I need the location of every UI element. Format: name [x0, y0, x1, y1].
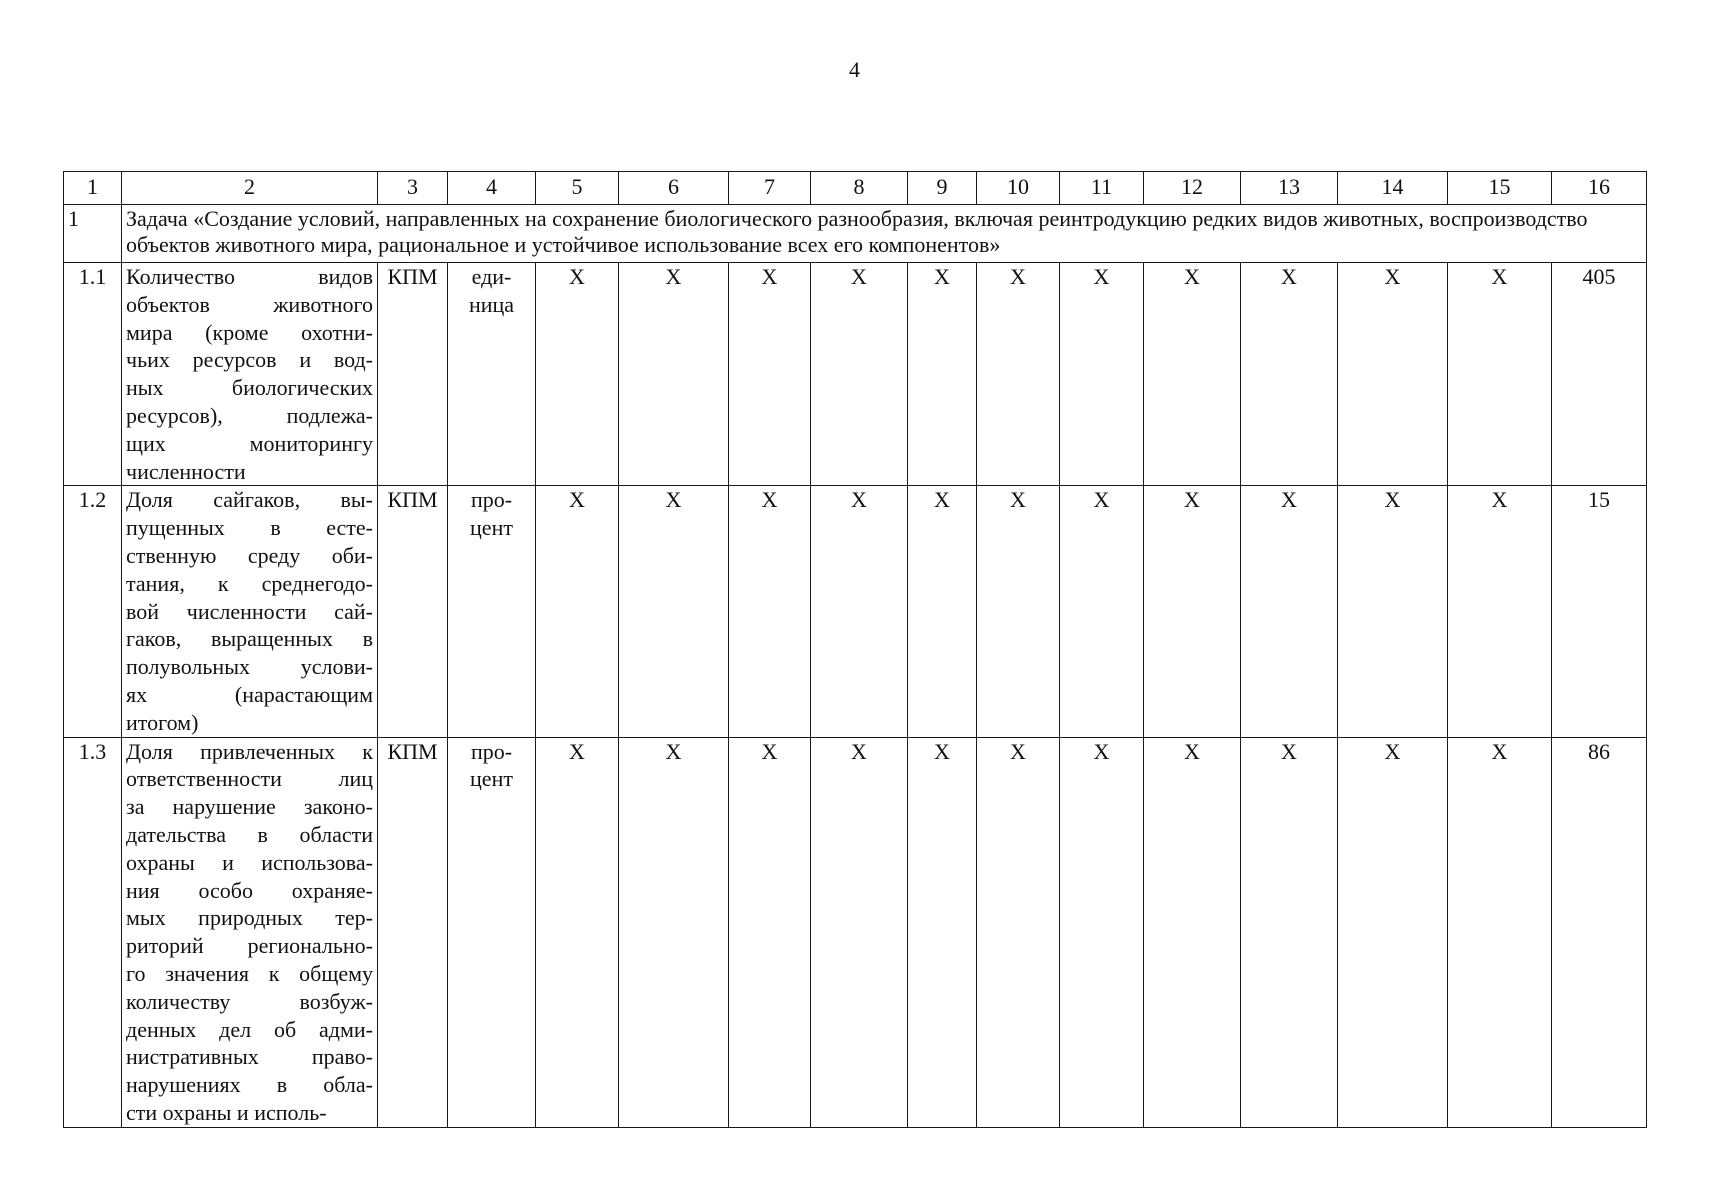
year-value-cell: X — [908, 263, 977, 486]
indicator-name-line: гаков, выращенных в — [126, 626, 373, 652]
task-number: 1 — [64, 205, 122, 263]
year-value-cell: X — [729, 263, 811, 486]
indicator-unit-line: еди- — [471, 264, 512, 289]
year-value-cell: X — [729, 486, 811, 737]
indicator-name-line: денных дел об адми- — [126, 1016, 373, 1042]
year-value-cell: X — [1241, 263, 1338, 486]
indicator-name — [122, 263, 378, 486]
table-header-row — [64, 172, 1647, 205]
indicator-unit-line: цент — [470, 515, 513, 541]
indicator-name-line: сти охраны и исполь- — [126, 1099, 327, 1125]
header-cell: 5 — [536, 172, 619, 205]
indicator-name-line: численности — [126, 458, 246, 484]
indicator-unit — [448, 263, 536, 486]
year-value-cell: X — [619, 486, 729, 737]
indicator-unit-line: про- — [470, 487, 513, 513]
header-cell: 11 — [1060, 172, 1144, 205]
indicator-source: КПМ — [378, 486, 448, 737]
row-number: 1.1 — [64, 263, 122, 486]
year-value-cell: X — [1144, 263, 1241, 486]
indicator-name-line: полувольных услови- — [126, 654, 373, 680]
row-number: 1.2 — [64, 486, 122, 737]
row-number: 1.3 — [64, 737, 122, 1127]
indicator-name-line: ответственности лиц — [126, 766, 373, 792]
indicator-name-line: го значения к общему — [126, 960, 373, 986]
indicator-source: КПМ — [378, 737, 448, 1127]
indicator-name — [122, 486, 378, 737]
year-value-cell: X — [536, 737, 619, 1127]
final-value-cell: 15 — [1552, 486, 1647, 737]
year-value-cell: X — [1448, 486, 1552, 737]
indicator-name-line: Количество видов — [126, 264, 373, 289]
indicator-name-line: вой численности сай- — [126, 598, 373, 624]
year-value-cell: X — [977, 486, 1060, 737]
header-cell: 15 — [1448, 172, 1552, 205]
header-cell: 14 — [1338, 172, 1448, 205]
task-row — [64, 205, 1647, 263]
header-cell: 1 — [64, 172, 122, 205]
indicator-name-line: чьих ресурсов и вод- — [126, 347, 373, 373]
header-cell: 3 — [378, 172, 448, 205]
indicator-name-line: ния особо охраняе- — [126, 877, 373, 903]
indicator-unit — [448, 737, 536, 1127]
indicator-name — [122, 737, 378, 1127]
header-cell: 7 — [729, 172, 811, 205]
header-cell: 16 — [1552, 172, 1647, 205]
indicator-unit-line: ница — [468, 291, 515, 317]
header-cell: 10 — [977, 172, 1060, 205]
indicator-name-line: объектов животного — [126, 291, 373, 317]
header-cell: 12 — [1144, 172, 1241, 205]
year-value-cell: X — [619, 737, 729, 1127]
header-cell: 13 — [1241, 172, 1338, 205]
indicator-name-line: охраны и использова- — [126, 849, 373, 875]
indicator-name-line: тания, к среднегодо- — [126, 570, 373, 596]
year-value-cell: X — [1060, 486, 1144, 737]
indicator-name-line: нарушениях в обла- — [126, 1072, 373, 1098]
year-value-cell: X — [1241, 737, 1338, 1127]
indicator-name-line: Доля привлеченных к — [126, 738, 373, 764]
final-value-cell: 405 — [1552, 263, 1647, 486]
year-value-cell: X — [729, 737, 811, 1127]
indicator-name-line: итогом) — [126, 709, 199, 735]
year-value-cell: X — [977, 263, 1060, 486]
year-value-cell: X — [811, 263, 908, 486]
indicator-name-line: ных биологических — [126, 375, 373, 401]
year-value-cell: X — [536, 486, 619, 737]
indicator-name-line: ях (нарастающим — [126, 681, 373, 707]
indicator-name-line: ресурсов), подлежа- — [126, 402, 373, 428]
year-value-cell: X — [811, 486, 908, 737]
year-value-cell: X — [619, 263, 729, 486]
task-text: Задача «Создание условий, направленных на сохранение биологического разнообразия, включая реинтродукцию редких видов животных, воспроизводство объектов животного мира, рациональное и устойчивое использование всех его компонентов» — [122, 205, 1647, 263]
indicator-name-line: мых природных тер- — [126, 905, 373, 931]
header-cell: 4 — [448, 172, 536, 205]
table-row — [64, 737, 1647, 1127]
page-number: 4 — [849, 57, 860, 82]
year-value-cell: X — [1241, 486, 1338, 737]
year-value-cell: X — [1338, 737, 1448, 1127]
indicator-unit — [448, 486, 536, 737]
year-value-cell: X — [1338, 486, 1448, 737]
indicator-unit-line: цент — [470, 766, 513, 792]
year-value-cell: X — [1448, 737, 1552, 1127]
indicator-name-line: ственную среду оби- — [126, 542, 373, 568]
indicator-source: КПМ — [378, 263, 448, 486]
indicator-name-line: нистративных право- — [126, 1044, 373, 1070]
indicator-name-line: риторий регионально- — [126, 933, 373, 959]
year-value-cell: X — [1448, 263, 1552, 486]
indicator-name-line: пущенных в есте- — [126, 515, 373, 541]
year-value-cell: X — [536, 263, 619, 486]
header-cell: 6 — [619, 172, 729, 205]
year-value-cell: X — [977, 737, 1060, 1127]
header-cell: 8 — [811, 172, 908, 205]
table-row — [64, 263, 1647, 486]
final-value-cell: 86 — [1552, 737, 1647, 1127]
indicators-table — [63, 171, 1647, 1128]
indicator-name-line: Доля сайгаков, вы- — [126, 487, 373, 513]
year-value-cell: X — [908, 737, 977, 1127]
year-value-cell: X — [1144, 737, 1241, 1127]
indicator-name-line: за нарушение законо- — [126, 794, 373, 820]
year-value-cell: X — [811, 737, 908, 1127]
header-cell: 9 — [908, 172, 977, 205]
year-value-cell: X — [908, 486, 977, 737]
year-value-cell: X — [1144, 486, 1241, 737]
year-value-cell: X — [1338, 263, 1448, 486]
indicator-name-line: дательства в области — [126, 821, 373, 847]
table-row — [64, 486, 1647, 737]
indicator-name-line: щих мониторингу — [126, 430, 373, 456]
indicator-unit-line: про- — [470, 738, 513, 764]
year-value-cell: X — [1060, 737, 1144, 1127]
indicator-name-line: мира (кроме охотни- — [126, 319, 373, 345]
header-cell: 2 — [122, 172, 378, 205]
year-value-cell: X — [1060, 263, 1144, 486]
indicator-name-line: количеству возбуж- — [126, 988, 373, 1014]
